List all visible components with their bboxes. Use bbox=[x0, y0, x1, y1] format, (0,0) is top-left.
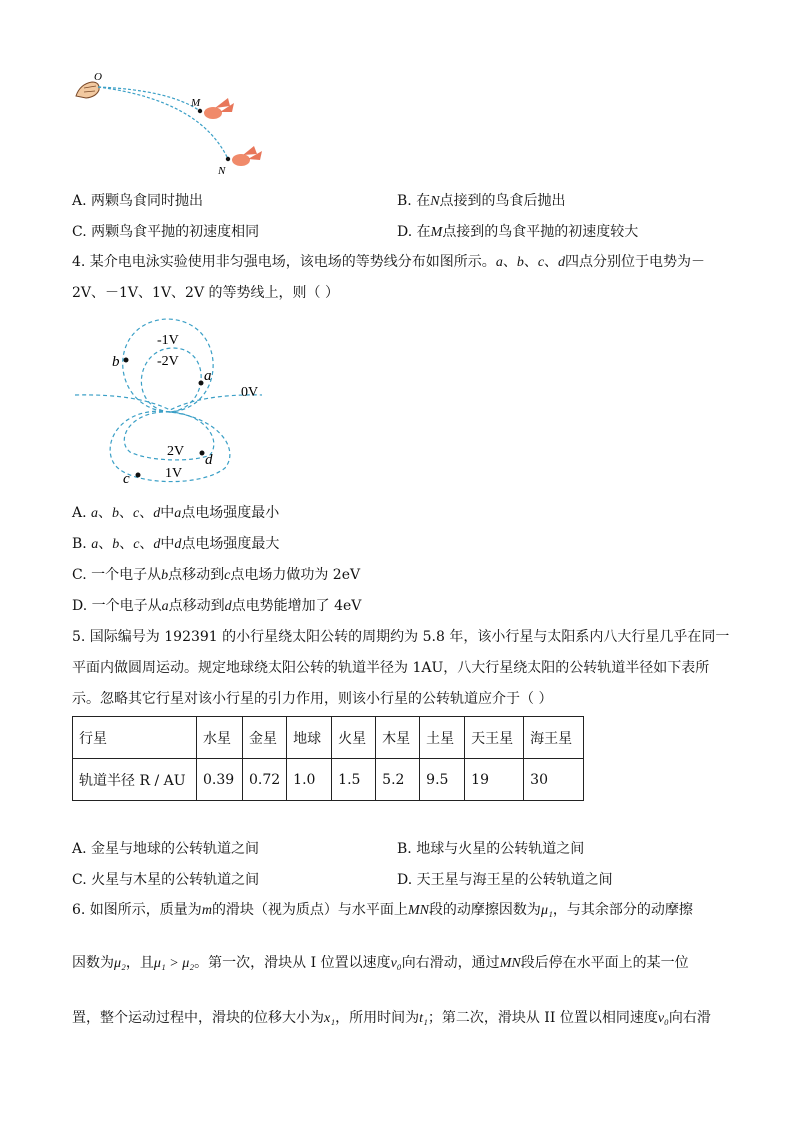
text-segment: 向右滑 bbox=[668, 1010, 711, 1026]
text-segment: 、 bbox=[119, 536, 134, 552]
text-segment: 点接到的鸟食平抛的初速度较大 bbox=[442, 224, 639, 240]
math-variable: d bbox=[153, 506, 161, 521]
q3-option-c bbox=[72, 223, 259, 241]
math-variable: MN bbox=[407, 903, 429, 918]
math-variable: μ₁ > μ₂ bbox=[153, 956, 195, 971]
svg-text:d: d bbox=[205, 452, 213, 468]
text-segment: B. 在 bbox=[397, 193, 431, 209]
math-variable: x₁ bbox=[324, 1011, 336, 1026]
text-segment: 、 bbox=[98, 505, 113, 521]
q6-stem-line bbox=[72, 1009, 711, 1028]
table-header-cell: 行星 bbox=[73, 717, 197, 759]
label-o: O bbox=[94, 71, 102, 83]
math-variable: b bbox=[516, 255, 524, 270]
table-cell: 1.5 bbox=[332, 759, 376, 801]
text-segment: 段的动摩擦因数为 bbox=[428, 902, 541, 918]
text-segment: 向右滑动，通过 bbox=[401, 955, 500, 971]
table-header-cell: 木星 bbox=[376, 717, 420, 759]
math-variable: d bbox=[558, 255, 566, 270]
text-segment: 5. 国际编号为 192391 的小行星绕太阳公转的周期约为 5.8 年，该小行星与太阳系内八大行星几乎在同一 bbox=[72, 629, 730, 645]
table-row bbox=[73, 717, 584, 759]
text-segment: B. 地球与火星的公转轨道之间 bbox=[397, 841, 585, 857]
trajectory-m bbox=[98, 87, 200, 111]
q5-option-b bbox=[397, 840, 584, 858]
q5-stem-line bbox=[72, 659, 709, 677]
math-variable: a bbox=[91, 537, 99, 552]
math-variable: a bbox=[91, 506, 99, 521]
math-variable: d bbox=[174, 537, 182, 552]
q6-stem-line bbox=[72, 901, 693, 920]
table-cell: 5.2 bbox=[376, 759, 420, 801]
text-segment: ；第二次，滑块从 II 位置以相同速度 bbox=[427, 1010, 658, 1026]
table-cell: 30 bbox=[524, 759, 584, 801]
bird-n-icon bbox=[232, 146, 262, 166]
q6-stem-line bbox=[72, 954, 689, 973]
math-variable: a bbox=[174, 506, 182, 521]
q4-option-a bbox=[72, 504, 279, 523]
table-header-cell: 海王星 bbox=[524, 717, 584, 759]
table-row-label: 轨道半径 R / AU bbox=[73, 759, 197, 801]
text-segment: D. 一个电子从 bbox=[72, 598, 162, 614]
table-header-cell: 水星 bbox=[197, 717, 243, 759]
svg-text:-2V: -2V bbox=[157, 354, 179, 369]
text-segment: 点接到的鸟食后抛出 bbox=[439, 193, 566, 209]
text-segment: 点移动到 bbox=[168, 598, 225, 614]
text-segment: C. 一个电子从 bbox=[72, 567, 162, 583]
table-header-cell: 土星 bbox=[420, 717, 465, 759]
math-variable: d bbox=[224, 599, 232, 614]
text-segment: 示。忽略其它行星对该小行星的引力作用，则该小行星的公转轨道应介于（ ） bbox=[72, 691, 553, 707]
math-variable: v₀ bbox=[390, 956, 402, 971]
q3-option-b bbox=[397, 192, 566, 211]
text-segment: 、 bbox=[502, 254, 517, 270]
table-header-cell: 火星 bbox=[332, 717, 376, 759]
svg-text:2V: 2V bbox=[167, 444, 185, 459]
math-variable: t₁ bbox=[419, 1011, 428, 1026]
q3-option-a bbox=[72, 192, 203, 210]
table-cell: 0.72 bbox=[243, 759, 287, 801]
text-segment: 2V、－1V、1V、2V 的等势线上，则（ ） bbox=[72, 285, 339, 301]
svg-text:a: a bbox=[204, 368, 212, 384]
table-header-cell: 金星 bbox=[243, 717, 287, 759]
text-segment: D. 天王星与海王星的公转轨道之间 bbox=[397, 872, 613, 888]
text-segment: 四点分别位于电势为－ bbox=[565, 254, 706, 270]
trajectory-n bbox=[98, 87, 228, 159]
table-cell: 9.5 bbox=[420, 759, 465, 801]
math-variable: μ₂ bbox=[114, 956, 126, 971]
svg-text:0V: 0V bbox=[241, 385, 259, 400]
math-variable: v₀ bbox=[657, 1011, 669, 1026]
text-segment: 平面内做圆周运动。规定地球绕太阳公转的轨道半径为 1AU，八大行星绕太阳的公转轨道半径如下表所 bbox=[72, 660, 710, 676]
projectile-figure bbox=[70, 65, 270, 180]
math-variable: c bbox=[133, 537, 140, 552]
text-segment: 、 bbox=[523, 254, 538, 270]
q4-option-b bbox=[72, 535, 279, 554]
q4-stem-line bbox=[72, 284, 339, 302]
text-segment: 点移动到 bbox=[168, 567, 225, 583]
math-variable: a bbox=[161, 599, 169, 614]
text-segment: C. 火星与木星的公转轨道之间 bbox=[72, 872, 260, 888]
math-variable: b bbox=[161, 568, 169, 583]
svg-text:c: c bbox=[123, 471, 130, 487]
math-variable: c bbox=[224, 568, 231, 583]
table-header-cell: 地球 bbox=[287, 717, 332, 759]
text-segment: 、 bbox=[544, 254, 559, 270]
q5-option-c bbox=[72, 871, 259, 889]
planet-orbit-table bbox=[72, 716, 584, 801]
hand-icon bbox=[76, 82, 99, 98]
text-segment: A. 金星与地球的公转轨道之间 bbox=[72, 841, 260, 857]
text-segment: ，与其余部分的动摩擦 bbox=[552, 902, 693, 918]
svg-text:-1V: -1V bbox=[157, 333, 179, 348]
text-segment: 置，整个运动过程中，滑块的位移大小为 bbox=[72, 1010, 324, 1026]
math-variable: b bbox=[112, 506, 120, 521]
label-n: N bbox=[218, 165, 226, 177]
math-variable: d bbox=[153, 537, 161, 552]
table-cell: 0.39 bbox=[197, 759, 243, 801]
text-segment: C. 两颗鸟食平抛的初速度相同 bbox=[72, 224, 260, 240]
text-segment: ，所用时间为 bbox=[335, 1010, 420, 1026]
table-header-cell: 天王星 bbox=[465, 717, 524, 759]
q4-option-c bbox=[72, 566, 360, 585]
math-variable: c bbox=[133, 506, 140, 521]
label-m: M bbox=[191, 97, 201, 109]
text-segment: 4. 某介电电泳实验使用非匀强电场，该电场的等势线分布如图所示。 bbox=[72, 254, 496, 270]
text-segment: 点电场强度最小 bbox=[181, 505, 280, 521]
svg-text:1V: 1V bbox=[165, 466, 183, 481]
text-segment: 段后停在水平面上的某一位 bbox=[520, 955, 689, 971]
math-variable: m bbox=[201, 903, 212, 918]
text-segment: 、 bbox=[119, 505, 134, 521]
text-segment: A. bbox=[72, 505, 92, 521]
text-segment: 点电势能增加了 4eV bbox=[231, 598, 362, 614]
q5-option-a bbox=[72, 840, 259, 858]
text-segment: 中 bbox=[160, 536, 175, 552]
math-variable: MN bbox=[499, 956, 521, 971]
math-variable: c bbox=[537, 255, 545, 270]
q5-option-d bbox=[397, 871, 613, 889]
text-segment: ，且 bbox=[125, 955, 154, 971]
text-segment: 、 bbox=[139, 536, 154, 552]
text-segment: 点电场强度最大 bbox=[181, 536, 280, 552]
table-cell: 1.0 bbox=[287, 759, 332, 801]
text-segment: 、 bbox=[98, 536, 113, 552]
text-segment: 的滑块（视为质点）与水平面上 bbox=[211, 902, 408, 918]
q5-stem-line bbox=[72, 690, 552, 708]
q4-stem-line bbox=[72, 253, 705, 272]
math-variable: N bbox=[430, 194, 440, 209]
svg-text:b: b bbox=[112, 354, 120, 370]
text-segment: D. 在 bbox=[397, 224, 431, 240]
math-variable: μ₁ bbox=[540, 903, 553, 918]
math-variable: a bbox=[495, 255, 503, 270]
q4-option-d bbox=[72, 597, 361, 616]
text-segment: 、 bbox=[139, 505, 154, 521]
q5-stem-line bbox=[72, 628, 729, 646]
q3-option-d bbox=[397, 223, 638, 242]
text-segment: A. 两颗鸟食同时抛出 bbox=[72, 193, 204, 209]
equipotential-figure bbox=[70, 315, 270, 490]
text-segment: 因数为 bbox=[72, 955, 114, 971]
text-segment: 中 bbox=[160, 505, 175, 521]
text-segment: 6. 如图所示，质量为 bbox=[72, 902, 202, 918]
text-segment: 点电场力做功为 2eV bbox=[230, 567, 361, 583]
text-segment: 。第一次，滑块从 I 位置以速度 bbox=[194, 955, 391, 971]
math-variable: b bbox=[112, 537, 120, 552]
text-segment: B. bbox=[72, 536, 92, 552]
math-variable: M bbox=[430, 225, 443, 240]
equipotential-0v bbox=[75, 395, 262, 410]
bird-m-icon bbox=[204, 98, 234, 119]
table-row bbox=[73, 759, 584, 801]
table-cell: 19 bbox=[465, 759, 524, 801]
